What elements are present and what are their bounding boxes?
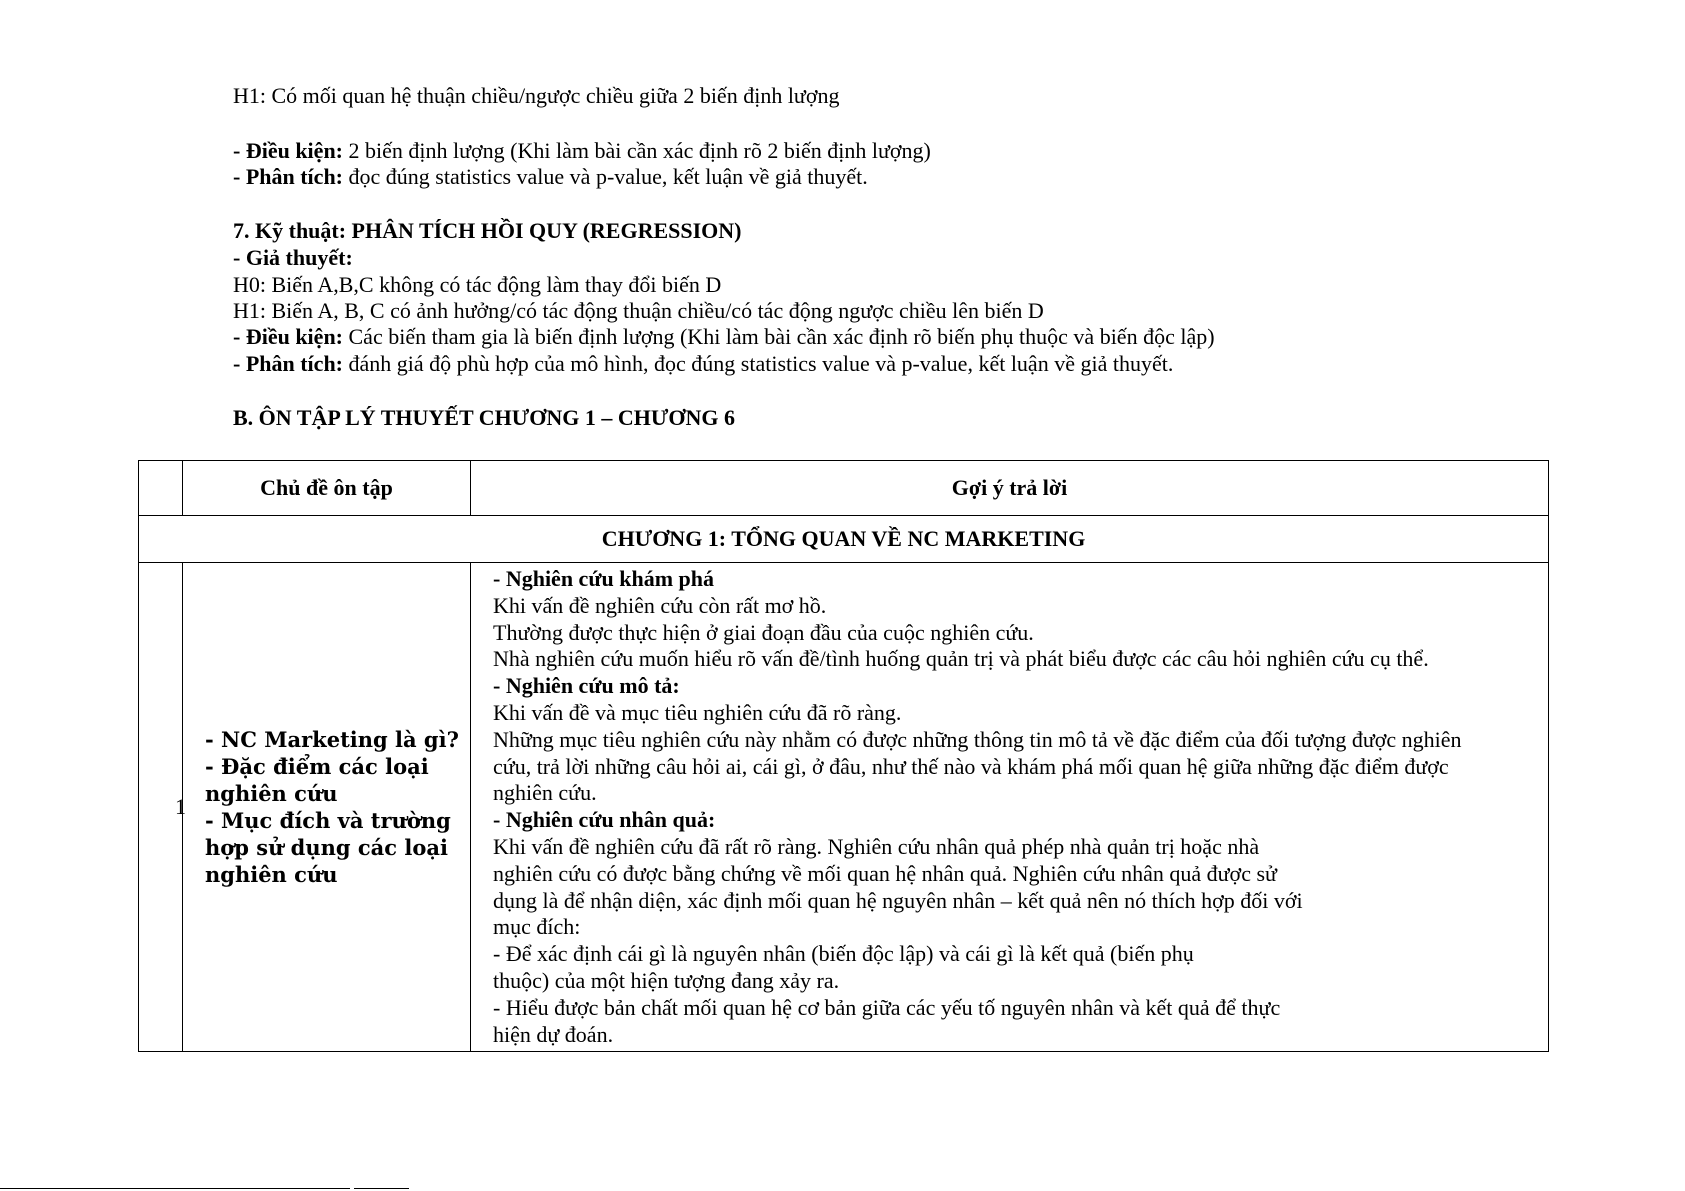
header-num xyxy=(139,461,183,516)
answer-cell xyxy=(471,563,1549,1052)
section-b-title-text: B. ÔN TẬP LÝ THUYẾT CHƯƠNG 1 – CHƯƠNG 6 xyxy=(233,405,735,430)
topic-item: - Mục đích và trường hợp sử dụng các loại nghiên cứu xyxy=(205,808,451,888)
hypothesis-label-line xyxy=(233,245,353,271)
answer-line: Những mục tiêu nghiên cứu này nhằm có được những thông tin mô tả về đặc điểm của đối tượng được nghiên xyxy=(493,726,1462,752)
answer-heading-causal: - Nghiên cứu nhân quả: xyxy=(493,807,716,833)
h0-line: H0: Biến A,B,C không có tác động làm thay đổi biến D xyxy=(233,272,722,297)
condition-line xyxy=(233,138,931,164)
answer-heading-descriptive: - Nghiên cứu mô tả: xyxy=(493,673,680,699)
answer-line: - Hiểu được bản chất mối quan hệ cơ bản giữa các yếu tố nguyên nhân và kết quả để thực xyxy=(493,994,1281,1020)
h1-line: H1: Biến A, B, C có ảnh hưởng/có tác động thuận chiều/có tác động ngược chiều lên biến D xyxy=(233,298,1044,323)
condition-label: - Điều kiện: xyxy=(233,138,343,163)
footnote-divider-segment xyxy=(354,1188,409,1189)
topic-cell xyxy=(183,563,471,1052)
answer-line: mục đích: xyxy=(493,914,581,940)
regression-analysis-text: đánh giá độ phù hợp của mô hình, đọc đúng statistics value và p-value, kết luận về giả thuyết. xyxy=(343,351,1174,376)
topic-item: - Đặc điểm các loại nghiên cứu xyxy=(205,754,429,807)
answer-line: hiện dự đoán. xyxy=(493,1021,614,1047)
review-table xyxy=(138,460,1549,1052)
table-row xyxy=(139,563,1549,1052)
analysis-line xyxy=(233,164,868,190)
analysis-label: - Phân tích: xyxy=(233,164,343,189)
answer-line: - Để xác định cái gì là nguyên nhân (biến độc lập) và cái gì là kết quả (biến phụ xyxy=(493,941,1194,967)
answer-line: nghiên cứu có được bằng chứng về mối quan hệ nhân quả. Nghiên cứu nhân quả được sử xyxy=(493,860,1277,886)
row-number: 1 xyxy=(139,563,183,1052)
chapter-1-title: CHƯƠNG 1: TỔNG QUAN VỀ NC MARKETING xyxy=(139,516,1549,563)
answer-line: cứu, trả lời những câu hỏi ai, cái gì, ở đâu, như thế nào và khám phá mối quan hệ giữa những đặc điểm được xyxy=(493,753,1449,779)
chapter-row xyxy=(139,516,1549,563)
topic-item: - NC Marketing là gì? xyxy=(205,727,459,753)
answer-line: Khi vấn đề nghiên cứu đã rất rõ ràng. Nghiên cứu nhân quả phép nhà quản trị hoặc nhà xyxy=(493,833,1260,859)
footnote-divider xyxy=(0,1188,350,1189)
analysis-text: đọc đúng statistics value và p-value, kết luận về giả thuyết. xyxy=(343,164,868,189)
answer-line: Khi vấn đề và mục tiêu nghiên cứu đã rõ ràng. xyxy=(493,699,902,725)
section-7-title-text: 7. Kỹ thuật: PHÂN TÍCH HỒI QUY (REGRESSION) xyxy=(233,218,742,243)
answer-line: Thường được thực hiện ở giai đoạn đầu của cuộc nghiên cứu. xyxy=(493,619,1034,645)
hypothesis-label: - Giả thuyết: xyxy=(233,245,353,270)
regression-condition-line xyxy=(233,324,1215,350)
answer-line: Khi vấn đề nghiên cứu còn rất mơ hồ. xyxy=(493,592,827,618)
section-7-title xyxy=(233,218,742,244)
regression-condition-label: - Điều kiện: xyxy=(233,324,343,349)
h1-hypothesis-line: H1: Có mối quan hệ thuận chiều/ngược chiều giữa 2 biến định lượng xyxy=(233,83,840,108)
answer-line: thuộc) của một hiện tượng đang xảy ra. xyxy=(493,967,840,993)
regression-analysis-label: - Phân tích: xyxy=(233,351,343,376)
regression-analysis-line xyxy=(233,351,1173,377)
answer-heading-exploratory: - Nghiên cứu khám phá xyxy=(493,566,715,591)
header-answer: Gợi ý trả lời xyxy=(471,461,1549,516)
answer-line: dụng là để nhận diện, xác định mối quan hệ nguyên nhân – kết quả nên nó thích hợp đối với xyxy=(493,887,1303,913)
regression-condition-text: Các biến tham gia là biến định lượng (Khi làm bài cần xác định rõ biến phụ thuộc và biến độc lập) xyxy=(343,324,1215,349)
header-topic: Chủ đề ôn tập xyxy=(183,461,471,516)
answer-line: nghiên cứu. xyxy=(493,780,597,806)
answer-line: Nhà nghiên cứu muốn hiểu rõ vấn đề/tình huống quản trị và phát biểu được các câu hỏi nghiên cứu cụ thể. xyxy=(493,646,1429,672)
condition-text: 2 biến định lượng (Khi làm bài cần xác định rõ 2 biến định lượng) xyxy=(343,138,931,163)
table-header-row xyxy=(139,461,1549,516)
section-b-title xyxy=(233,405,735,431)
